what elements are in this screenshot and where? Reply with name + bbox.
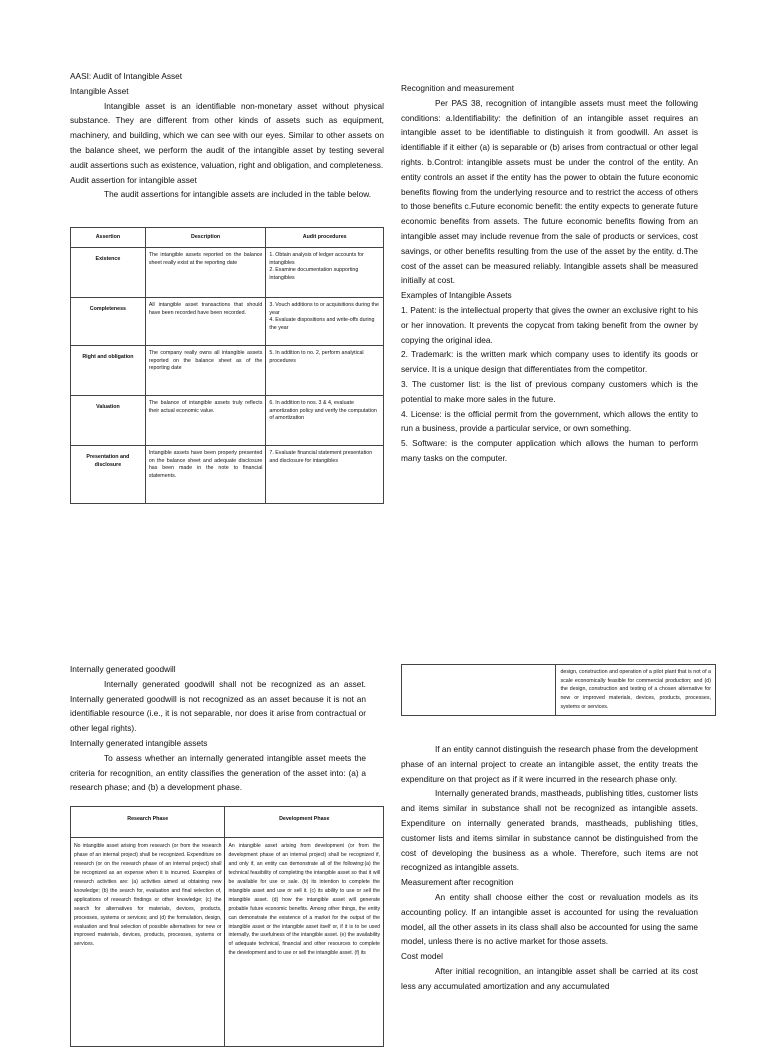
column-header: Audit procedures [266,228,384,248]
continued-table [401,664,716,716]
description-cell: Intangible assets have been properly presented on the balance sheet and adequate disclosure has been made in the note to financial statements. [145,446,266,504]
section-heading-cost-model: Cost model [401,951,443,962]
development-phase-cell: An intangible asset arising from development (or from the development phase of an internal project) shall be recognized if, and only if, an entity can demonstrate all of the following:(a) the technical feasibility of completing the intangible asset so that it will be available for use or sale. (b) its intention to complete the intangible asset and use or sell it. (c) its ability to use or sell the intangible asset. (d) how the intangible asset will generate probable future economic benefits. Among other things, the entity can demonstrate the existence of a market for the output of the intangible asset or the intangible asset itself or, if it is to be used internally, the usefulness of the intangible asset. (e) the availability of adequate technical, financial and other resources to complete the development and to use or sell the intangible asset. (f) its [225,838,384,1047]
example-item: 5. Software: is the computer application which allows the human to perform many tasks on the computer. [401,438,698,463]
research-phase-paragraph: If an entity cannot distinguish the research phase from the development phase of an internal project to create an intangible asset, the entity treats the expenditure on that project as if it were incurred in the research phase only. [401,744,698,784]
description-cell: The intangible assets reported on the balance sheet really exist at the reporting date [145,248,266,298]
assertion-intro-paragraph: The audit assertions for intangible assets are included in the table below. [104,189,372,200]
measurement-paragraph: An entity shall choose either the cost or revaluation models as its accounting policy. If an intangible asset is accounted for using the revaluation model, all the other assets in its class shall also be accounted for using the same model, unless there is no active market for those assets. [401,891,699,947]
section-heading-intangible-asset: Intangible Asset [70,85,129,96]
blank-cell [402,665,556,716]
table-header-row [71,228,384,248]
left-top-column [70,69,384,202]
column-header: Assertion [71,228,146,248]
assertion-cell: Valuation [71,396,146,446]
procedures-cell: 7. Evaluate financial statement presentation and disclosure for intangibles [266,446,384,504]
example-item: 4. License: is the official permit from the government, which allows the entity to run a business, provide a particular service, or own something. [401,408,698,434]
section-heading-audit-assertion: Audit assertion for intangible asset [70,174,197,185]
right-bottom-column [401,742,698,994]
table-row [71,248,384,298]
right-top-column [401,81,698,466]
description-cell: All intangible asset transactions that should have been recorded have been recorded. [145,298,266,346]
example-item: 3. The customer list: is the list of previous company customers which is the potential to make more sales in the future. [401,378,698,404]
audit-assertion-table [70,227,384,504]
table-row [71,446,384,504]
assertion-cell: Presentation and disclosure [71,446,146,504]
procedures-cell: 6. In addition to nos. 3 & 4, evaluate amortization policy and verify the computation of amortization [266,396,384,446]
research-phase-cell: No intangible asset arising from research (or from the research phase of an internal project) shall be recognized. Expenditure on research (or on the research phase of an internal project) shall be recognized as an expense when it is incurred. Examples of research activities are: (a) activities aimed at obtaining new knowledge; (b) the search for, evaluation and final selection of, applications of research findings or other knowledge; (c) the search for alternatives for materials, devices, products, processes, systems or services; and (d) the formulation, design, evaluation and final selection of possible alternatives for new or improved materials, devices, products, processes, systems or services. [71,838,225,1047]
column-header: Description [145,228,266,248]
table-row [71,838,384,1047]
example-item: 2. Trademark: is the written mark which company uses to identify its goods or service. It is a unique design that differentiates from the competitor. [401,349,698,375]
cost-model-paragraph: After initial recognition, an intangible asset shall be carried at its cost less any accumulated amortization and any accumulated [401,965,698,991]
section-heading-goodwill: Internally generated goodwill [70,664,176,674]
procedures-cell: 3. Vouch additions to or acquisitions during the year 4. Evaluate dispositions and write-offs during the year [266,298,384,346]
document-title: AASI: Audit of Intangible Asset [70,71,183,81]
section-heading-measurement: Measurement after recognition [401,877,514,888]
column-header: Development Phase [225,807,384,838]
table-row [71,346,384,396]
section-heading-examples: Examples of Intangible Assets [401,290,512,301]
table-row [71,298,384,346]
example-item: 1. Patent: is the intellectual property that gives the owner an exclusive right to his or her innovation. It prevents the copycat from taking benefit from the owner by copying the original idea. [401,304,699,345]
left-bottom-column [70,662,366,795]
assertion-cell: Completeness [71,298,146,346]
intro-paragraph: Intangible asset is an identifiable non-monetary asset without physical substance. They are different from other kinds of assets such as equipment, machinery, and building, which we can see with our eyes. Similar to other assets on the balance sheet, we perform the audit of the intangible asset by testing several audit assertions such as existence, valuation, right and obligation, and completeness. [70,100,384,170]
goodwill-paragraph: Internally generated goodwill shall not be recognized as an asset. Internally generated goodwill is not recognized as an asset because it is not an identifiable resource (i.e., it is not separable, nor does it arise from contractual or other legal rights). [70,678,366,734]
procedures-cell: 5. In addition to no. 2, perform analytical procedures [266,346,384,396]
section-heading-internally-generated: Internally generated intangible assets [70,737,208,748]
recognition-paragraph: Per PAS 38, recognition of intangible assets must meet the following conditions: a.Identifiability: the definition of an intangible asset requires an intangible asset to be identifiable to distinguish it from goodwill. An asset is identifiable if it either (a) is separable or (b) arises from contractual or other legal rights. b.Control: intangible assets must be under the control of the entity. An entity controls an asset if the entity has the power to obtain the future economic benefits flowing from the underlying resource and to restrict the access of others to those benefits c.Future economic benefit: the entity expects to generate future economic benefits from assets. The future economic benefits flowing from an intangible asset may include revenue from the sale of products or services, cost savings, or other benefits resulting from the use of the asset by the entity. d.The cost of the asset can be measured reliably. Intangible assets shall be measured initially at cost. [401,97,698,286]
table-row [71,396,384,446]
description-cell: The company really owns all intangible assets reported on the balance sheet as of the reporting date [145,346,266,396]
column-header: Research Phase [71,807,225,838]
internally-generated-paragraph: To assess whether an internally generated intangible asset meets the criteria for recognition, an entity classifies the generation of the asset into: (a) a research phase; and (b) a development phase. [70,752,366,793]
assertion-cell: Right and obligation [71,346,146,396]
continued-cell: design, construction and operation of a pilot plant that is not of a scale economically feasible for commercial production; and (d) the design, construction and testing of a chosen alternative for new or improved materials, devices, products, processes, systems or services. [556,665,716,716]
section-heading-recognition: Recognition and measurement [401,83,514,93]
procedures-cell: 1. Obtain analysis of ledger accounts for intangibles 2. Examine documentation supporting intangibles [266,248,384,298]
description-cell: The balance of intangible assets truly reflects their actual economic value. [145,396,266,446]
research-development-table [70,806,384,1047]
assertion-cell: Existence [71,248,146,298]
brands-paragraph: Internally generated brands, mastheads, publishing titles, customer lists and items similar in substance shall not be recognized as intangible assets. Expenditure on internally generated brands, mastheads, publishing titles, customer lists and items similar in substance cannot be distinguished from the cost of developing the business as a whole. Therefore, such items are not recognized as intangible assets. [401,788,698,873]
table-header-row [71,807,384,838]
table-row [402,665,716,716]
